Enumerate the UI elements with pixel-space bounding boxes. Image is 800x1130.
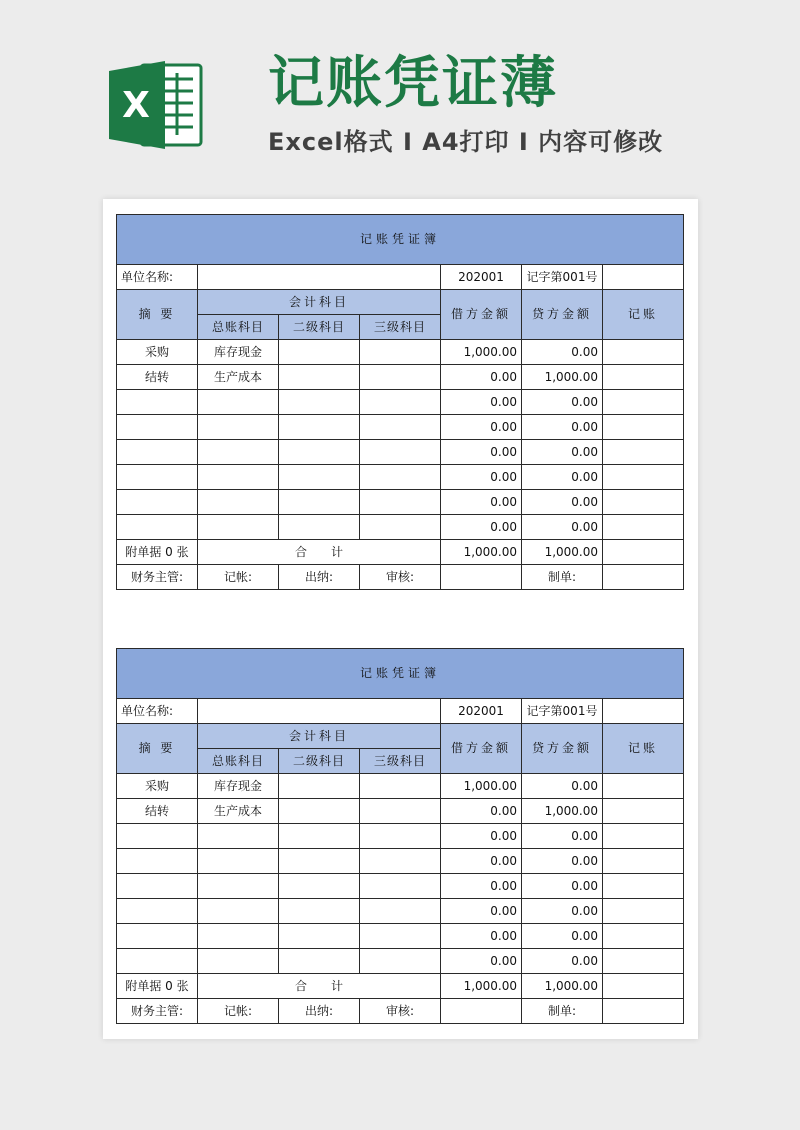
col-summary-header: 摘 要 [117, 290, 198, 340]
unit-name-field[interactable] [198, 699, 441, 724]
sign-auditor[interactable]: 审核: [360, 565, 441, 590]
summary-cell[interactable] [117, 924, 198, 949]
debit-cell[interactable]: 1,000.00 [441, 774, 522, 799]
second-account-cell[interactable] [279, 365, 360, 390]
sign-auditor[interactable]: 审核: [360, 999, 441, 1024]
posted-cell[interactable] [603, 340, 684, 365]
posted-cell[interactable] [603, 774, 684, 799]
credit-cell[interactable]: 0.00 [522, 465, 603, 490]
posted-cell[interactable] [603, 390, 684, 415]
blank-cell [441, 565, 522, 590]
posted-cell[interactable] [603, 515, 684, 540]
third-account-cell[interactable] [360, 899, 441, 924]
header-row [117, 290, 684, 315]
third-account-cell[interactable] [360, 774, 441, 799]
general-account-cell[interactable] [198, 924, 279, 949]
general-account-cell[interactable] [198, 874, 279, 899]
second-account-cell[interactable] [279, 440, 360, 465]
third-account-cell[interactable] [360, 365, 441, 390]
second-account-cell[interactable] [279, 774, 360, 799]
second-account-cell[interactable] [279, 340, 360, 365]
table-row [117, 490, 684, 515]
signature-row [117, 565, 684, 590]
table-row [117, 874, 684, 899]
general-account-cell[interactable] [198, 415, 279, 440]
general-account-cell[interactable]: 生产成本 [198, 799, 279, 824]
summary-cell[interactable] [117, 849, 198, 874]
second-account-cell[interactable] [279, 465, 360, 490]
voucher-table [116, 648, 684, 1024]
general-account-cell[interactable] [198, 515, 279, 540]
col-posted-header: 记账 [603, 290, 684, 340]
page-header [0, 0, 800, 190]
general-account-cell[interactable]: 生产成本 [198, 365, 279, 390]
col-third-header: 三级科目 [360, 749, 441, 774]
page-subtitle: Excel格式 I A4打印 I 内容可修改 [268, 128, 664, 156]
unit-label: 单位名称: [117, 699, 198, 724]
col-credit-header: 贷方金额 [522, 724, 603, 774]
third-account-cell[interactable] [360, 849, 441, 874]
col-accounts-header: 会计科目 [198, 290, 441, 315]
total-row [117, 540, 684, 565]
voucher-table [116, 214, 684, 590]
second-account-cell[interactable] [279, 799, 360, 824]
voucher-title: 记账凭证簿 [117, 649, 684, 699]
credit-cell[interactable]: 1,000.00 [522, 799, 603, 824]
voucher-number[interactable]: 记字第001号 [522, 699, 603, 724]
credit-cell[interactable]: 0.00 [522, 490, 603, 515]
posted-cell[interactable] [603, 490, 684, 515]
period-value[interactable]: 202001 [441, 265, 522, 290]
col-debit-header: 借方金额 [441, 290, 522, 340]
sign-supervisor[interactable]: 财务主管: [117, 999, 198, 1024]
general-account-cell[interactable]: 库存现金 [198, 774, 279, 799]
col-third-header: 三级科目 [360, 315, 441, 340]
third-account-cell[interactable] [360, 340, 441, 365]
general-account-cell[interactable]: 库存现金 [198, 340, 279, 365]
posted-cell[interactable] [603, 415, 684, 440]
credit-cell[interactable]: 0.00 [522, 924, 603, 949]
total-debit: 1,000.00 [441, 974, 522, 999]
table-row [117, 949, 684, 974]
credit-cell[interactable]: 0.00 [522, 824, 603, 849]
credit-cell[interactable]: 0.00 [522, 849, 603, 874]
voucher-title: 记账凭证簿 [117, 215, 684, 265]
second-account-cell[interactable] [279, 490, 360, 515]
third-account-cell[interactable] [360, 924, 441, 949]
debit-cell[interactable]: 0.00 [441, 515, 522, 540]
summary-cell[interactable] [117, 440, 198, 465]
table-row [117, 824, 684, 849]
third-account-cell[interactable] [360, 440, 441, 465]
debit-cell[interactable]: 0.00 [441, 490, 522, 515]
sign-bookkeeper[interactable]: 记帐: [198, 565, 279, 590]
summary-cell[interactable] [117, 415, 198, 440]
total-label: 合 计 [198, 974, 441, 999]
second-account-cell[interactable] [279, 949, 360, 974]
blank-cell [603, 265, 684, 290]
table-row [117, 415, 684, 440]
col-debit-header: 借方金额 [441, 724, 522, 774]
debit-cell[interactable]: 0.00 [441, 899, 522, 924]
summary-cell[interactable] [117, 390, 198, 415]
col-second-header: 二级科目 [279, 315, 360, 340]
credit-cell[interactable]: 0.00 [522, 340, 603, 365]
signature-row [117, 999, 684, 1024]
posted-cell[interactable] [603, 440, 684, 465]
debit-cell[interactable]: 1,000.00 [441, 340, 522, 365]
debit-cell[interactable]: 0.00 [441, 874, 522, 899]
unit-row [117, 699, 684, 724]
posted-cell[interactable] [603, 799, 684, 824]
debit-cell[interactable]: 0.00 [441, 949, 522, 974]
table-row [117, 365, 684, 390]
table-row [117, 849, 684, 874]
unit-name-field[interactable] [198, 265, 441, 290]
posted-cell[interactable] [603, 949, 684, 974]
summary-cell[interactable] [117, 824, 198, 849]
table-row [117, 390, 684, 415]
summary-cell[interactable] [117, 899, 198, 924]
posted-cell[interactable] [603, 824, 684, 849]
col-posted-header: 记账 [603, 724, 684, 774]
second-account-cell[interactable] [279, 924, 360, 949]
third-account-cell[interactable] [360, 824, 441, 849]
second-account-cell[interactable] [279, 390, 360, 415]
debit-cell[interactable]: 0.00 [441, 465, 522, 490]
posted-cell[interactable] [603, 365, 684, 390]
page-title: 记账凭证薄 [268, 51, 558, 116]
sign-bookkeeper[interactable]: 记帐: [198, 999, 279, 1024]
third-account-cell[interactable] [360, 515, 441, 540]
attachment-count: 附单据 0 张 [117, 540, 198, 565]
col-summary-header: 摘 要 [117, 724, 198, 774]
table-row [117, 440, 684, 465]
summary-cell[interactable]: 结转 [117, 799, 198, 824]
summary-cell[interactable] [117, 949, 198, 974]
debit-cell[interactable]: 0.00 [441, 415, 522, 440]
sign-preparer[interactable]: 制单: [522, 565, 603, 590]
posted-cell[interactable] [603, 924, 684, 949]
table-row [117, 515, 684, 540]
logo-letter: X [122, 85, 150, 126]
blank-cell [603, 974, 684, 999]
posted-cell[interactable] [603, 849, 684, 874]
third-account-cell[interactable] [360, 799, 441, 824]
third-account-cell[interactable] [360, 874, 441, 899]
general-account-cell[interactable] [198, 490, 279, 515]
table-row [117, 924, 684, 949]
title-row [117, 649, 684, 699]
table-row [117, 340, 684, 365]
summary-cell[interactable]: 采购 [117, 774, 198, 799]
attachment-count: 附单据 0 张 [117, 974, 198, 999]
sign-cashier[interactable]: 出纳: [279, 565, 360, 590]
general-account-cell[interactable] [198, 465, 279, 490]
header-row [117, 724, 684, 749]
summary-cell[interactable]: 结转 [117, 365, 198, 390]
excel-logo-icon [105, 55, 205, 155]
third-account-cell[interactable] [360, 465, 441, 490]
summary-cell[interactable] [117, 515, 198, 540]
table-row [117, 774, 684, 799]
debit-cell[interactable]: 0.00 [441, 849, 522, 874]
posted-cell[interactable] [603, 899, 684, 924]
debit-cell[interactable]: 0.00 [441, 924, 522, 949]
general-account-cell[interactable] [198, 390, 279, 415]
posted-cell[interactable] [603, 874, 684, 899]
debit-cell[interactable]: 0.00 [441, 390, 522, 415]
summary-cell[interactable] [117, 465, 198, 490]
debit-cell[interactable]: 0.00 [441, 365, 522, 390]
total-row [117, 974, 684, 999]
blank-cell [603, 699, 684, 724]
blank-cell [603, 565, 684, 590]
credit-cell[interactable]: 0.00 [522, 515, 603, 540]
blank-cell [603, 999, 684, 1024]
general-account-cell[interactable] [198, 440, 279, 465]
second-account-cell[interactable] [279, 849, 360, 874]
credit-cell[interactable]: 0.00 [522, 390, 603, 415]
second-account-cell[interactable] [279, 515, 360, 540]
second-account-cell[interactable] [279, 824, 360, 849]
total-credit: 1,000.00 [522, 540, 603, 565]
credit-cell[interactable]: 0.00 [522, 415, 603, 440]
debit-cell[interactable]: 0.00 [441, 824, 522, 849]
title-row [117, 215, 684, 265]
general-account-cell[interactable] [198, 949, 279, 974]
debit-cell[interactable]: 0.00 [441, 440, 522, 465]
col-second-header: 二级科目 [279, 749, 360, 774]
general-account-cell[interactable] [198, 824, 279, 849]
summary-cell[interactable] [117, 490, 198, 515]
third-account-cell[interactable] [360, 415, 441, 440]
general-account-cell[interactable] [198, 899, 279, 924]
sign-preparer[interactable]: 制单: [522, 999, 603, 1024]
unit-row [117, 265, 684, 290]
third-account-cell[interactable] [360, 390, 441, 415]
third-account-cell[interactable] [360, 490, 441, 515]
credit-cell[interactable]: 1,000.00 [522, 365, 603, 390]
total-credit: 1,000.00 [522, 974, 603, 999]
sign-cashier[interactable]: 出纳: [279, 999, 360, 1024]
table-row [117, 465, 684, 490]
period-value[interactable]: 202001 [441, 699, 522, 724]
col-accounts-header: 会计科目 [198, 724, 441, 749]
table-row [117, 799, 684, 824]
debit-cell[interactable]: 0.00 [441, 799, 522, 824]
blank-cell [603, 540, 684, 565]
blank-cell [441, 999, 522, 1024]
unit-label: 单位名称: [117, 265, 198, 290]
summary-cell[interactable]: 采购 [117, 340, 198, 365]
third-account-cell[interactable] [360, 949, 441, 974]
total-label: 合 计 [198, 540, 441, 565]
posted-cell[interactable] [603, 465, 684, 490]
col-general-header: 总账科目 [198, 749, 279, 774]
second-account-cell[interactable] [279, 874, 360, 899]
general-account-cell[interactable] [198, 849, 279, 874]
second-account-cell[interactable] [279, 415, 360, 440]
voucher-number[interactable]: 记字第001号 [522, 265, 603, 290]
total-debit: 1,000.00 [441, 540, 522, 565]
sign-supervisor[interactable]: 财务主管: [117, 565, 198, 590]
col-credit-header: 贷方金额 [522, 290, 603, 340]
summary-cell[interactable] [117, 874, 198, 899]
table-row [117, 899, 684, 924]
second-account-cell[interactable] [279, 899, 360, 924]
credit-cell[interactable]: 0.00 [522, 949, 603, 974]
credit-cell[interactable]: 0.00 [522, 899, 603, 924]
col-general-header: 总账科目 [198, 315, 279, 340]
credit-cell[interactable]: 0.00 [522, 774, 603, 799]
credit-cell[interactable]: 0.00 [522, 440, 603, 465]
credit-cell[interactable]: 0.00 [522, 874, 603, 899]
